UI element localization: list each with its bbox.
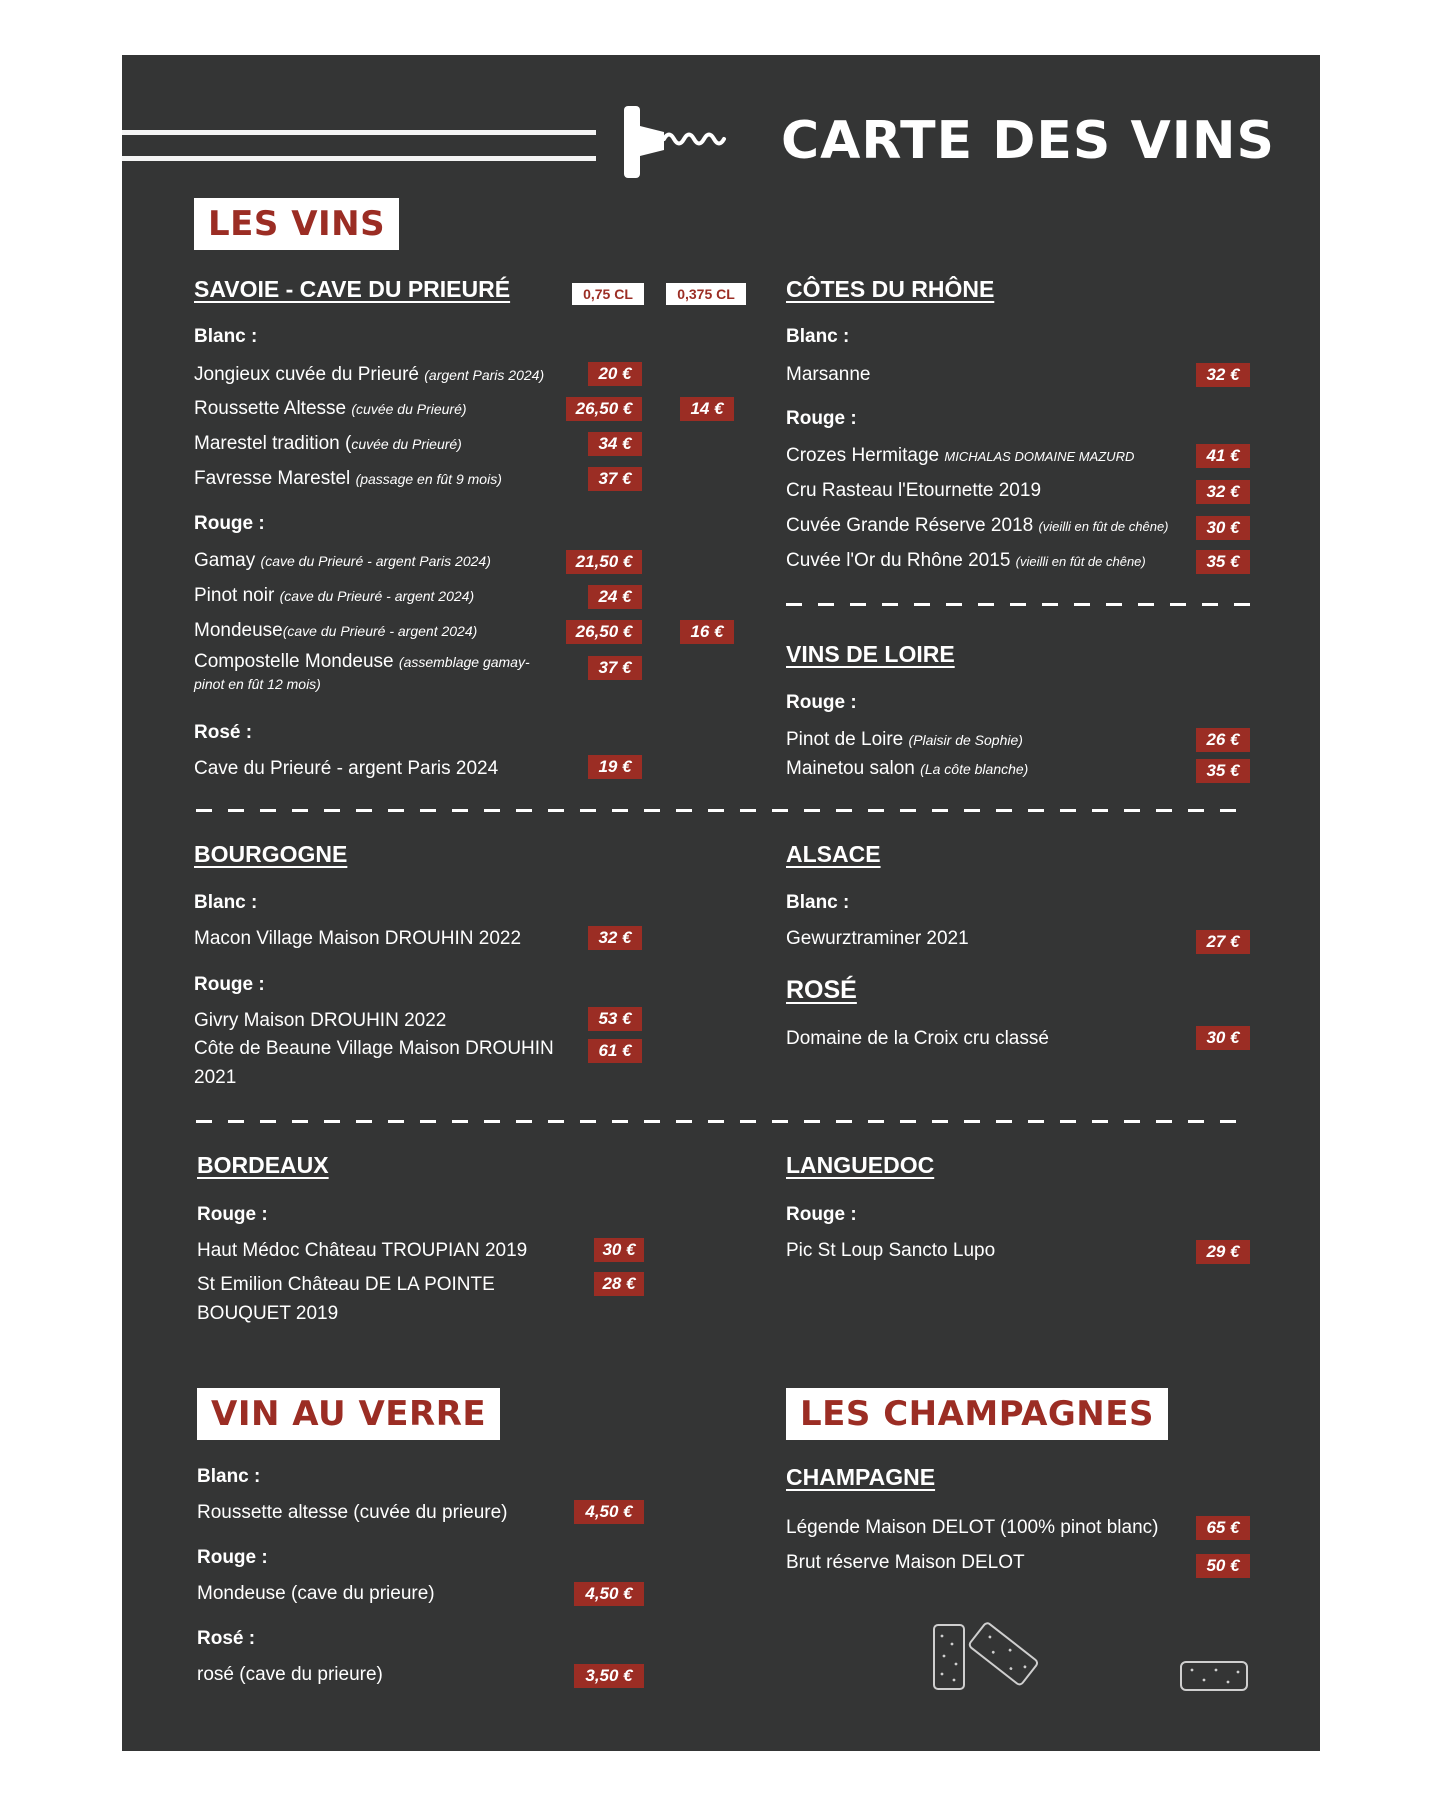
wine-note: (La côte blanche) (920, 761, 1029, 777)
wine-name: Marestel tradition ( (194, 433, 352, 454)
wine-note: MICHALAS DOMAINE MAZURD (944, 449, 1135, 464)
wine-item (197, 1579, 435, 1608)
wine-note: (cuvée du Prieuré) (351, 401, 467, 417)
wine-item (197, 1660, 383, 1689)
volume-075-badge: 0,75 CL (572, 283, 644, 305)
savoie-rouge-label: Rouge : (194, 513, 265, 534)
wine-name: Cuvée l'Or du Rhône 2015 (786, 550, 1011, 571)
price-badge: 4,50 € (574, 1582, 644, 1606)
wine-note: (Plaisir de Sophie) (908, 732, 1023, 748)
wine-note: (cave du Prieuré - argent 2024) (279, 588, 475, 604)
price-badge: 37 € (588, 467, 642, 491)
price-badge: 26,50 € (566, 397, 642, 421)
wine-item (194, 581, 474, 611)
price-badge: 37 € (588, 656, 642, 680)
wine-name: Roussette altesse (cuvée du prieure) (197, 1502, 508, 1523)
price-badge: 32 € (588, 926, 642, 950)
header-rule-top (122, 130, 596, 135)
wine-name: Givry Maison DROUHIN 2022 (194, 1010, 447, 1031)
wine-item (786, 924, 969, 953)
wine-item (194, 754, 498, 783)
wine-name: Mondeuse (cave du prieure) (197, 1583, 435, 1604)
price-badge: 30 € (594, 1238, 644, 1262)
alsace-blanc-label: Blanc : (786, 892, 850, 913)
wine-item (197, 1236, 527, 1265)
wine-name: Pinot noir (194, 585, 275, 606)
corks-icon (930, 1620, 1040, 1695)
wine-name: Pic St Loup Sancto Lupo (786, 1240, 996, 1261)
price-badge: 3,50 € (574, 1664, 644, 1688)
wine-item (194, 924, 521, 953)
divider (786, 603, 1252, 606)
wine-item (786, 754, 1028, 784)
wine-name: Domaine de la Croix cru classé (786, 1028, 1049, 1049)
wine-note: (passage en fût 9 mois) (355, 471, 502, 487)
price-badge: 65 € (1196, 1516, 1250, 1540)
price-badge: 28 € (594, 1272, 644, 1296)
wine-note: (cave du Prieuré - argent Paris 2024) (260, 553, 491, 569)
wine-note: (vieilli en fût de chêne) (1038, 519, 1169, 534)
wine-item (786, 1024, 1049, 1053)
wine-item (786, 360, 871, 389)
corkscrew-icon (612, 104, 742, 180)
wine-name: Jongieux cuvée du Prieuré (194, 364, 419, 385)
verre-rouge-label: Rouge : (197, 1547, 268, 1568)
price-badge-small: 14 € (680, 397, 734, 421)
page-title: CARTE DES VINS (781, 111, 1276, 171)
wine-item (194, 464, 502, 494)
champagne-section-title: CHAMPAGNE (786, 1464, 936, 1490)
divider (196, 1120, 1252, 1123)
price-badge: 41 € (1196, 444, 1250, 468)
wine-name: Cru Rasteau l'Etournette 2019 (786, 480, 1042, 501)
wine-name: Mainetou salon (786, 758, 915, 779)
rose-title: ROSÉ (786, 976, 857, 1004)
wine-name: Cuvée Grande Réserve 2018 (786, 515, 1034, 536)
price-badge-small: 16 € (680, 620, 734, 644)
price-badge: 61 € (588, 1039, 642, 1063)
wine-note: (argent Paris 2024) (424, 367, 545, 383)
wine-name: Pinot de Loire (786, 729, 904, 750)
wine-name: Haut Médoc Château TROUPIAN 2019 (197, 1240, 528, 1261)
header-rule-bottom (122, 156, 596, 161)
price-badge: 19 € (588, 755, 642, 779)
wine-item (194, 1006, 446, 1035)
wine-item (786, 476, 1041, 505)
bourgogne-rouge-label: Rouge : (194, 974, 265, 995)
wine-name: Favresse Marestel (194, 468, 351, 489)
loire-title: VINS DE LOIRE (786, 641, 955, 667)
wine-name: Côte de Beaune Village Maison DROUHIN 2021 (194, 1038, 554, 1088)
rhone-rouge-label: Rouge : (786, 408, 857, 429)
wine-name: Roussette Altesse (194, 398, 347, 419)
wine-item (786, 1548, 1025, 1577)
price-badge: 30 € (1196, 516, 1250, 540)
wine-note: (vieilli en fût de chêne) (1015, 554, 1146, 569)
price-badge: 50 € (1196, 1554, 1250, 1578)
wine-item (786, 1513, 1159, 1542)
wine-item (786, 1236, 995, 1265)
rhone-title: CÔTES DU RHÔNE (786, 276, 995, 302)
wine-name: Mondeuse (194, 620, 283, 641)
wine-name: rosé (cave du prieure) (197, 1664, 383, 1685)
wine-item (197, 1498, 508, 1527)
price-badge: 35 € (1196, 550, 1250, 574)
bourgogne-title: BOURGOGNE (194, 841, 348, 867)
wine-item (197, 1270, 527, 1328)
vin-au-verre-title: VIN AU VERRE (197, 1388, 500, 1440)
price-badge: 21,50 € (566, 550, 642, 574)
price-badge: 29 € (1196, 1240, 1250, 1264)
wine-item (194, 360, 574, 390)
divider (196, 809, 1252, 812)
volume-0375-badge: 0,375 CL (666, 283, 746, 305)
wine-name: Gamay (194, 550, 256, 571)
wine-note: cuvée du Prieuré) (351, 436, 462, 452)
wine-item (786, 546, 1146, 576)
wine-item (194, 429, 462, 459)
wine-item (194, 651, 554, 695)
verre-blanc-label: Blanc : (197, 1466, 261, 1487)
savoie-title: SAVOIE - CAVE DU PRIEURÉ (194, 276, 511, 302)
alsace-title: ALSACE (786, 841, 881, 867)
wine-name: Marsanne (786, 364, 871, 385)
menu-board (122, 55, 1320, 1751)
verre-rose-label: Rosé : (197, 1628, 256, 1649)
languedoc-title: LANGUEDOC (786, 1152, 935, 1178)
les-vins-title: LES VINS (194, 198, 399, 250)
price-badge: 32 € (1196, 480, 1250, 504)
bordeaux-title: BORDEAUX (197, 1152, 329, 1178)
price-badge: 24 € (588, 585, 642, 609)
wine-item (786, 441, 1134, 471)
wine-item (194, 1034, 574, 1092)
price-badge: 34 € (588, 432, 642, 456)
price-badge: 20 € (588, 362, 642, 386)
wine-name: St Emilion Château DE LA POINTE BOUQUET 2019 (197, 1274, 495, 1324)
price-badge: 27 € (1196, 930, 1250, 954)
rhone-blanc-label: Blanc : (786, 326, 850, 347)
wine-item (194, 546, 491, 576)
wine-item (786, 725, 1023, 755)
wine-note: (assemblage gamay-pinot en fût 12 mois) (194, 654, 530, 692)
wine-name: Macon Village Maison DROUHIN 2022 (194, 928, 522, 949)
price-badge: 26 € (1196, 728, 1250, 752)
languedoc-rouge-label: Rouge : (786, 1204, 857, 1225)
wine-note: (cave du Prieuré - argent 2024) (282, 623, 478, 639)
wine-item (194, 616, 477, 646)
savoie-blanc-label: Blanc : (194, 326, 258, 347)
champagnes-title: LES CHAMPAGNES (786, 1388, 1168, 1440)
cork-icon (1178, 1658, 1250, 1694)
price-badge: 30 € (1196, 1026, 1250, 1050)
wine-name: Légende Maison DELOT (100% pinot blanc) (786, 1517, 1159, 1538)
wine-item (194, 394, 467, 424)
savoie-rose-label: Rosé : (194, 722, 253, 743)
bordeaux-rouge-label: Rouge : (197, 1204, 268, 1225)
loire-rouge-label: Rouge : (786, 692, 857, 713)
wine-name: Gewurztraminer 2021 (786, 928, 969, 949)
bourgogne-blanc-label: Blanc : (194, 892, 258, 913)
wine-name: Crozes Hermitage (786, 445, 940, 466)
price-badge: 32 € (1196, 363, 1250, 387)
price-badge: 35 € (1196, 759, 1250, 783)
wine-name: Brut réserve Maison DELOT (786, 1552, 1025, 1573)
wine-name: Compostelle Mondeuse (194, 651, 394, 672)
price-badge: 26,50 € (566, 620, 642, 644)
wine-name: Cave du Prieuré - argent Paris 2024 (194, 758, 499, 779)
wine-item (786, 511, 1169, 541)
price-badge: 4,50 € (574, 1500, 644, 1524)
price-badge: 53 € (588, 1007, 642, 1031)
